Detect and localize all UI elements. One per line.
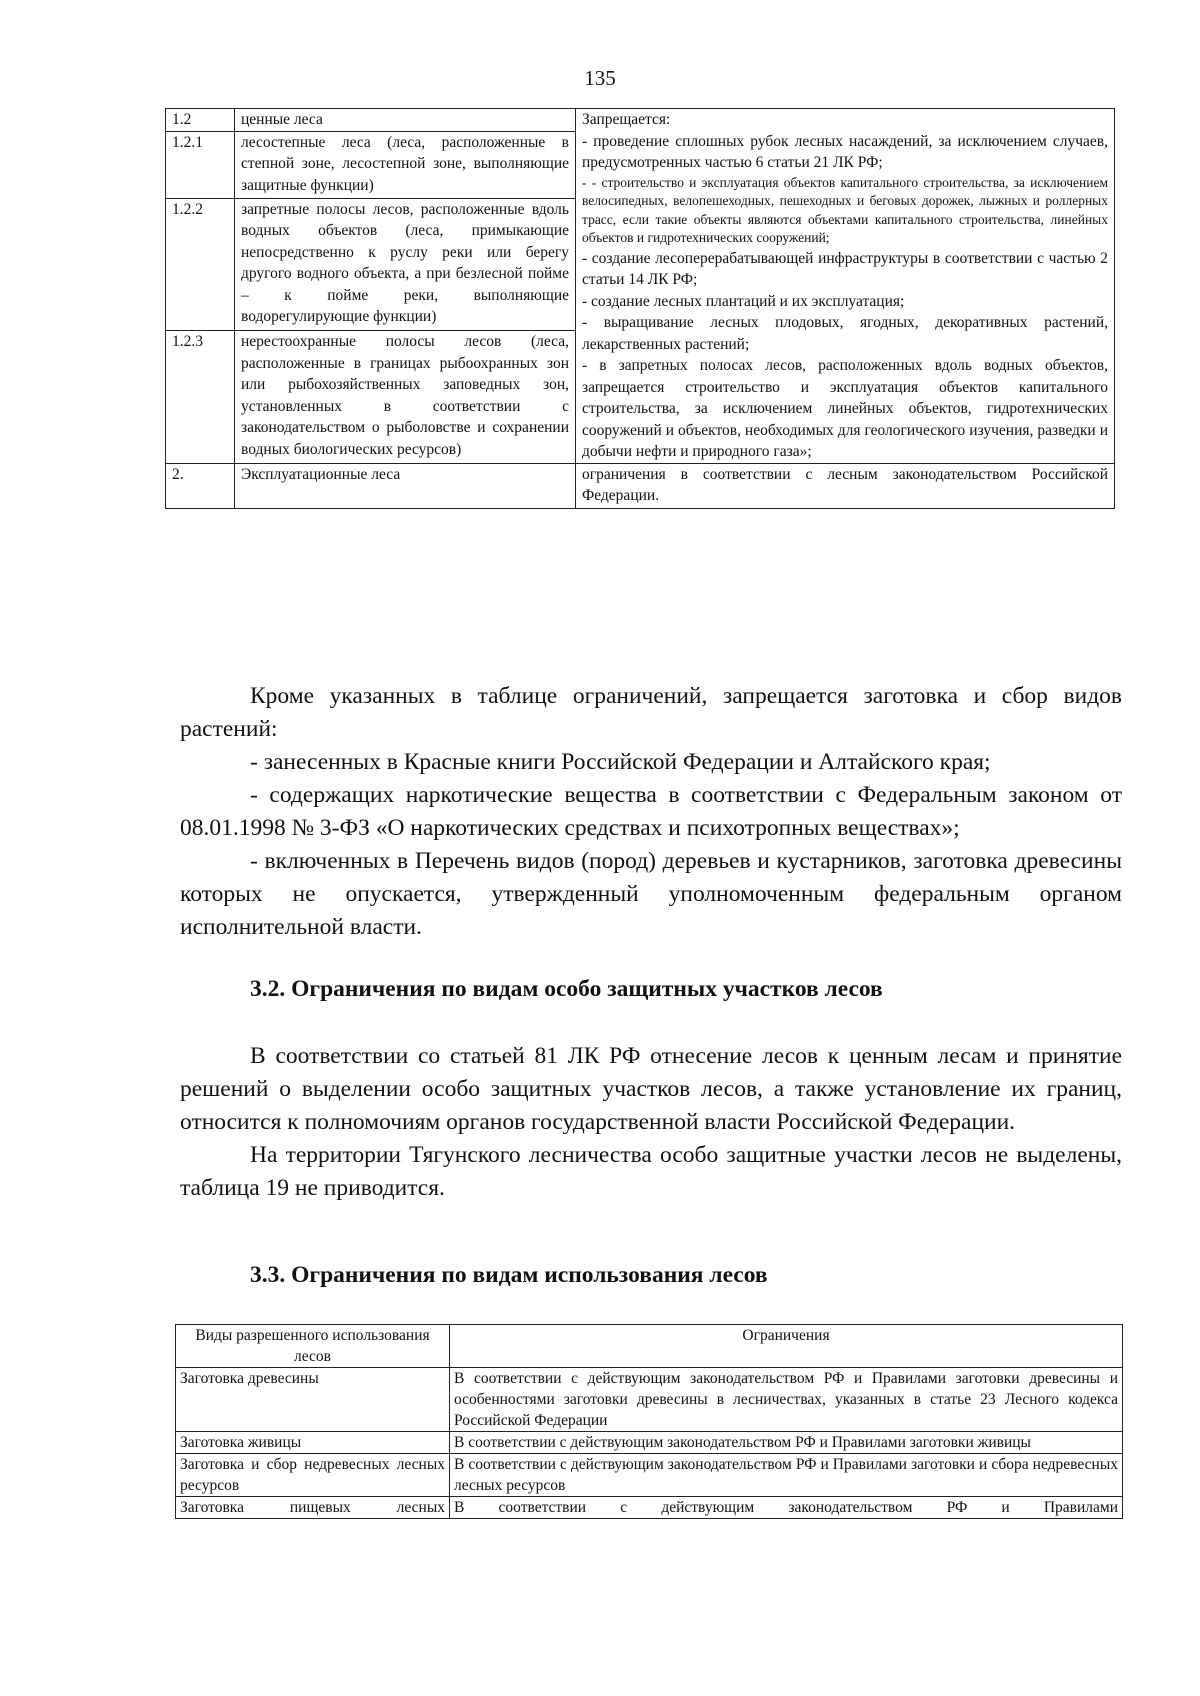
row-number: 1.2 [166, 109, 235, 132]
row-number: 1.2.3 [166, 331, 235, 463]
restriction-item: - выращивание лесных плодовых, ягодных, декоративных растений, лекарственных растений; [582, 314, 1108, 353]
paragraph: На территории Тягунского лесничества особо защитные участки лесов не выделены, таблица 19 не приводится. [180, 1142, 1122, 1201]
row-number: 1.2.1 [166, 131, 235, 198]
restrictions-cell [576, 109, 1115, 464]
table-cell: Заготовка древесины [176, 1368, 450, 1432]
paragraph: В соответствии со статьей 81 ЛК РФ отнесение лесов к ценным лесам и принятие решений о выделении особо защитных участков лесов, а также установление их границ, относится к полномочиям органов государственной власти Российской Федерации. [180, 1043, 1122, 1135]
table-row [176, 1454, 1123, 1497]
restriction-item: - проведение сплошных рубок лесных насаждений, за исключением случаев, предусмотренных частью 6 статьи 21 ЛК РФ; [582, 132, 1108, 171]
table-cell: В соответствии с действующим законодательством РФ и Правилами заготовки живицы [450, 1432, 1123, 1454]
table-cell: В соответствии с действующим законодательством РФ и Правилами [450, 1497, 1123, 1519]
restriction-item: - создание лесоперерабатывающей инфраструктуры в соответствии с частью 2 статьи 14 ЛК РФ; [582, 249, 1108, 288]
table-cell: В соответствии с действующим законодательством РФ и Правилами заготовки древесины и особенностями заготовки древесины в лесничествах, указанных в статье 23 Лесного кодекса Российской Федерации [450, 1368, 1123, 1432]
paragraph-item: - занесенных в Красные книги Российской Федерации и Алтайского края; [250, 749, 991, 775]
table-cell: Заготовка и сбор недревесных лесных ресурсов [176, 1454, 450, 1497]
section-heading-3-3: 3.3. Ограничения по видам использования лесов [250, 1262, 768, 1288]
restriction-item: - создание лесных плантаций и их эксплуатация; [582, 292, 905, 310]
column-header: Ограничения [450, 1325, 1123, 1368]
table-row [176, 1432, 1123, 1454]
table-header-row [176, 1325, 1123, 1368]
paragraph-restrictions [180, 680, 1122, 944]
table-cell: Заготовка живицы [176, 1432, 450, 1454]
table-row [166, 109, 1115, 132]
column-header: Виды разрешенного использования лесов [176, 1325, 450, 1368]
restriction-item: - в запретных полосах лесов, расположенных вдоль водных объектов, запрещается строительство и эксплуатация объектов капитального строительства, за исключением линейных объектов, гидротехнических сооружений и объектов, необходимых для геологического изучения, разведки и добычи нефти и природного газа»; [582, 357, 1108, 460]
table-row [176, 1497, 1123, 1519]
forest-category: ценные леса [235, 109, 576, 132]
table-row [166, 463, 1115, 508]
table-row [176, 1368, 1123, 1432]
forest-category: лесостепные леса (леса, расположенные в степной зоне, лесостепной зоне, выполняющие защитные функции) [235, 131, 576, 198]
forest-category: нерестоохранные полосы лесов (леса, расположенные в границах рыбоохранных зон или рыбохозяйственных заповедных зон, установленных в соответствии с законодательством о рыболовстве и сохранении водных биологических ресурсов) [235, 331, 576, 463]
paragraph-item: - содержащих наркотические вещества в соответствии с Федеральным законом от 08.01.1998 № 3-ФЗ «О наркотических средствах и психотропных веществах»; [180, 782, 1122, 841]
table-cell: Заготовка пищевых лесных [176, 1497, 450, 1519]
paragraph-item: - включенных в Перечень видов (пород) деревьев и кустарников, заготовка древесины которых не опускается, утвержденный уполномоченным федеральным органом исполнительной власти. [180, 848, 1122, 940]
forest-category: Эксплуатационные леса [235, 463, 576, 508]
row-number: 1.2.2 [166, 198, 235, 330]
table-cell: В соответствии с действующим законодательством РФ и Правилами заготовки и сбора недревесных лесных ресурсов [450, 1454, 1123, 1497]
forest-category: запретные полосы лесов, расположенные вдоль водных объектов (леса, примыкающие непосредственно к руслу реки или берегу другого водного объекта, а при безлесной пойме – к пойме реки, выполняющие водорегулирующие функции) [235, 198, 576, 330]
row-number: 2. [166, 463, 235, 508]
restrictions-title: Запрещается: [582, 111, 671, 128]
section-3-2-text [180, 1040, 1122, 1205]
restriction-item: - - строительство и эксплуатация объектов капитального строительства, за исключением велосипедных, велопешеходных, пешеходных и беговых дорожек, лыжных и роллерных трасс, если такие объекты являются объектами капитального строительства, линейных объектов и гидротехнических сооружений; [582, 174, 1108, 245]
section-heading-3-2: 3.2. Ограничения по видам особо защитных участков лесов [250, 976, 883, 1002]
forest-categories-table [165, 108, 1115, 509]
page-number: 135 [584, 66, 616, 90]
restrictions-cell: ограничения в соответствии с лесным законодательством Российской Федерации. [576, 463, 1115, 508]
paragraph-intro: Кроме указанных в таблице ограничений, запрещается заготовка и сбор видов растений: [180, 683, 1122, 742]
forest-use-table [175, 1324, 1123, 1519]
